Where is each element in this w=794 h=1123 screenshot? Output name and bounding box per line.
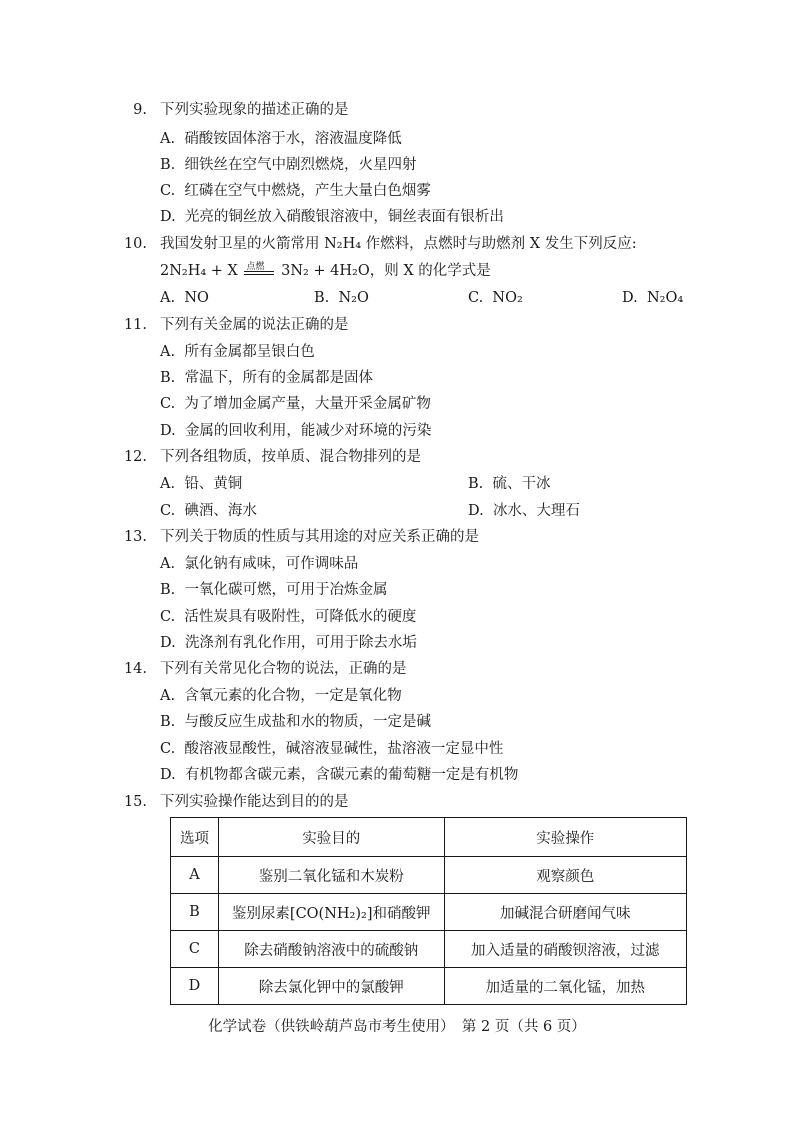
question-14-option-c <box>160 739 503 759</box>
option-label: D. <box>160 209 176 225</box>
question-10-option-d <box>622 288 683 308</box>
option-label: D. <box>622 290 638 306</box>
question-14-number: 14. <box>123 661 147 677</box>
option-label: B. <box>160 582 176 598</box>
question-10-option-c <box>468 288 523 308</box>
equal-bar <box>244 274 274 275</box>
question-13-number: 13. <box>123 529 147 545</box>
table-row <box>171 968 687 1005</box>
table-header-row <box>171 818 687 857</box>
page-footer: 化学试卷（供铁岭葫芦岛市考生使用） 第 2 页（共 6 页） <box>208 1019 586 1035</box>
option-label: D. <box>160 423 176 439</box>
option-label: D. <box>160 767 176 783</box>
option-label: C. <box>468 290 484 306</box>
option-text: 铅、黄铜 <box>184 476 243 492</box>
table-cell: B <box>171 894 219 931</box>
condition-label: 点燃 <box>246 262 265 272</box>
question-12-number: 12. <box>123 449 147 465</box>
table-cell: 除去硝酸钠溶液中的硫酸钠 <box>218 931 444 968</box>
equal-bar <box>244 271 274 272</box>
option-text: 一氧化碳可燃，可用于冶炼金属 <box>184 582 388 598</box>
equation-right: 3N₂ + 4H₂O，则 X 的化学式是 <box>281 263 491 279</box>
question-14-option-d <box>160 765 518 785</box>
table-header-cell: 实验目的 <box>218 818 444 857</box>
question-10-equation <box>160 261 491 281</box>
table-cell: D <box>171 968 219 1005</box>
question-10-stem: 我国发射卫星的火箭常用 N₂H₄ 作燃料，点燃时与助燃剂 X 发生下列反应: <box>160 236 637 252</box>
question-9-stem: 下列实验现象的描述正确的是 <box>160 102 349 118</box>
table-header-cell: 选项 <box>171 818 219 857</box>
option-text: 含氧元素的化合物，一定是氧化物 <box>184 688 402 704</box>
question-9-option-a <box>160 129 402 149</box>
question-13-option-a <box>160 554 358 574</box>
question-11-option-d <box>160 421 431 441</box>
option-text: 光亮的铜丝放入硝酸银溶液中，铜丝表面有银析出 <box>184 209 504 225</box>
option-text: NO <box>184 290 209 306</box>
option-text: 有机物都含碳元素，含碳元素的葡萄糖一定是有机物 <box>184 767 519 783</box>
option-label: C. <box>160 396 176 412</box>
table-cell: 观察颜色 <box>444 857 686 894</box>
question-11-option-a <box>160 342 315 362</box>
table-header-cell: 实验操作 <box>444 818 686 857</box>
question-10-number: 10. <box>123 236 147 252</box>
question-13-option-d <box>160 633 417 653</box>
question-13-option-c <box>160 607 416 627</box>
option-text: 细铁丝在空气中剧烈燃烧，火星四射 <box>184 157 417 173</box>
question-10-option-a <box>160 288 209 308</box>
experiment-table <box>170 817 687 1005</box>
option-label: C. <box>160 503 176 519</box>
question-15-number: 15. <box>123 794 147 810</box>
question-9-number: 9. <box>133 102 147 118</box>
option-text: NO₂ <box>492 290 523 306</box>
option-text: 常温下，所有的金属都是固体 <box>184 370 373 386</box>
option-label: A. <box>160 290 176 306</box>
table-cell: 鉴别二氧化锰和木炭粉 <box>218 857 444 894</box>
question-14-stem: 下列有关常见化合物的说法，正确的是 <box>160 661 407 677</box>
option-label: C. <box>160 609 176 625</box>
option-text: 冰水、大理石 <box>492 503 580 519</box>
option-text: 为了增加金属产量，大量开采金属矿物 <box>184 396 431 412</box>
option-label: A. <box>160 344 176 360</box>
option-label: A. <box>160 556 176 572</box>
question-11-option-b <box>160 368 373 388</box>
reaction-condition <box>242 261 276 281</box>
option-label: C. <box>160 183 176 199</box>
table-row <box>171 857 687 894</box>
option-text: 氯化钠有咸味，可作调味品 <box>184 556 359 572</box>
question-11-stem: 下列有关金属的说法正确的是 <box>160 317 349 333</box>
question-10-option-b <box>314 288 369 308</box>
option-text: 与酸反应生成盐和水的物质，一定是碱 <box>184 714 431 730</box>
option-label: B. <box>468 476 484 492</box>
question-12-option-a <box>160 474 242 494</box>
question-9-option-c <box>160 181 431 201</box>
table-cell: C <box>171 931 219 968</box>
option-label: D. <box>160 635 176 651</box>
option-text: 活性炭具有吸附性，可降低水的硬度 <box>184 609 417 625</box>
question-11-option-c <box>160 394 431 414</box>
option-label: B. <box>160 714 176 730</box>
question-13-option-b <box>160 580 387 600</box>
question-14-option-b <box>160 712 431 732</box>
question-12-option-d <box>468 501 580 521</box>
option-text: 金属的回收利用，能减少对环境的污染 <box>184 423 432 439</box>
table-row <box>171 931 687 968</box>
question-12-stem: 下列各组物质，按单质、混合物排列的是 <box>160 449 421 465</box>
question-12-option-b <box>468 474 550 494</box>
equation-left: 2N₂H₄ + X <box>160 263 238 279</box>
option-text: 碘酒、海水 <box>184 503 257 519</box>
question-11-number: 11. <box>123 317 147 333</box>
table-cell: 鉴别尿素[CO(NH₂)₂]和硝酸钾 <box>218 894 444 931</box>
question-9-option-b <box>160 155 416 175</box>
table-cell: 加适量的二氧化锰，加热 <box>444 968 686 1005</box>
question-13-stem: 下列关于物质的性质与其用途的对应关系正确的是 <box>160 529 479 545</box>
option-label: B. <box>314 290 330 306</box>
table-row <box>171 894 687 931</box>
question-15-stem: 下列实验操作能达到目的的是 <box>160 794 349 810</box>
option-text: 洗涤剂有乳化作用，可用于除去水垢 <box>184 635 417 651</box>
option-text: 硝酸铵固体溶于水，溶液温度降低 <box>184 131 402 147</box>
option-label: B. <box>160 370 176 386</box>
question-12-option-c <box>160 501 257 521</box>
question-14-option-a <box>160 686 402 706</box>
option-label: B. <box>160 157 176 173</box>
option-text: 酸溶液显酸性，碱溶液显碱性，盐溶液一定显中性 <box>184 741 504 757</box>
table-cell: 加碱混合研磨闻气味 <box>444 894 686 931</box>
option-label: A. <box>160 131 176 147</box>
question-9-option-d <box>160 207 504 227</box>
option-text: N₂O <box>338 290 369 306</box>
table-cell: 除去氯化钾中的氯酸钾 <box>218 968 444 1005</box>
table-cell: A <box>171 857 219 894</box>
option-text: 红磷在空气中燃烧，产生大量白色烟雾 <box>184 183 431 199</box>
option-text: 硫、干冰 <box>492 476 551 492</box>
option-text: N₂O₄ <box>646 290 684 306</box>
option-text: 所有金属都呈银白色 <box>184 344 315 360</box>
option-label: A. <box>160 476 176 492</box>
option-label: A. <box>160 688 176 704</box>
option-label: D. <box>468 503 484 519</box>
option-label: C. <box>160 741 176 757</box>
table-cell: 加入适量的硝酸钡溶液，过滤 <box>444 931 686 968</box>
